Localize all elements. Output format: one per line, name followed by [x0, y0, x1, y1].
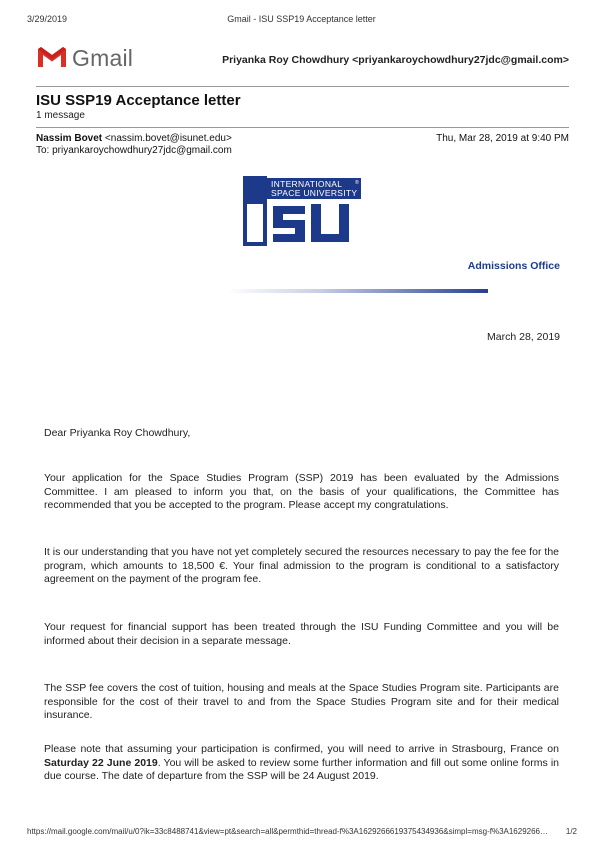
paragraph-funding: Your request for financial support has been treated through the ISU Funding Committee and you will be informed about their decision in a separate message. — [44, 621, 559, 647]
isu-logo-graphic — [243, 176, 361, 246]
print-title: Gmail - ISU SSP19 Acceptance letter — [227, 14, 376, 24]
arrival-text-start: Please note that assuming your participation is confirmed, you will need to arrive in Strasbourg, France on — [44, 743, 559, 755]
thread-subject: ISU SSP19 Acceptance letter — [36, 92, 241, 109]
paragraph-acceptance: Your application for the Space Studies Program (SSP) 2019 has been evaluated by the Admissions Committee. I am pleased to inform you that, on the basis of your qualifications, the Committee has recommended that you be accepted to the program. Please accept my congratulations. — [44, 472, 559, 512]
recipient-line: To: priyankaroychowdhury27jdc@gmail.com — [36, 145, 232, 156]
paragraph-fee-coverage: The SSP fee covers the cost of tuition, housing and meals at the Space Studies Program site. Participants are responsible for the cost of their travel to and from the Space Studies Program site and for their medical insurance. — [44, 682, 559, 722]
sender-name: Nassim Bovet — [36, 133, 103, 144]
arrival-text-end: . You will be asked to review some further information and fill out some online forms in due course. The date of departure from the SSP will be 24 August 2019. — [44, 756, 559, 783]
isu-org-line2: SPACE UNIVERSITY — [271, 188, 358, 198]
isu-org-line1: INTERNATIONAL — [271, 179, 343, 189]
salutation: Dear Priyanka Roy Chowdhury, — [44, 427, 191, 439]
admissions-office-label: Admissions Office — [467, 260, 560, 272]
gmail-logo-text: Gmail — [72, 45, 134, 71]
sender-line — [36, 133, 232, 144]
letterhead-rule — [226, 289, 488, 293]
print-date: 3/29/2019 — [27, 14, 68, 24]
paragraph-fee: It is our understanding that you have not yet completely secured the resources necessary to pay the fee for the program, which amounts to 18,500 €. Your final admission to the program is conditional to a satisfactory agreement on the payment of the program fee. — [44, 546, 559, 586]
message-count: 1 message — [36, 110, 85, 121]
arrival-date: Saturday 22 June 2019 — [44, 756, 158, 769]
page-number: 1/2 — [565, 827, 577, 836]
isu-logo — [243, 176, 361, 251]
message-date: Thu, Mar 28, 2019 at 9:40 PM — [436, 133, 569, 144]
paragraph-arrival — [44, 743, 559, 784]
registered-mark: ® — [355, 180, 359, 186]
subject-divider — [36, 127, 569, 128]
account-identity: Priyanka Roy Chowdhury <priyankaroychowdhury27jdc@gmail.com> — [222, 54, 569, 66]
sender-email: <nassim.bovet@isunet.edu> — [104, 133, 232, 144]
footer-url[interactable]: https://mail.google.com/mail/u/0?ik=33c8488741&view=pt&search=all&permthid=thread-f%3A1629266619375434936&simpl=msg-f%3A1629266… — [27, 827, 548, 836]
gmail-logo-icon[interactable] — [36, 45, 68, 74]
letter-date: March 28, 2019 — [487, 331, 560, 343]
header-divider — [36, 86, 569, 87]
